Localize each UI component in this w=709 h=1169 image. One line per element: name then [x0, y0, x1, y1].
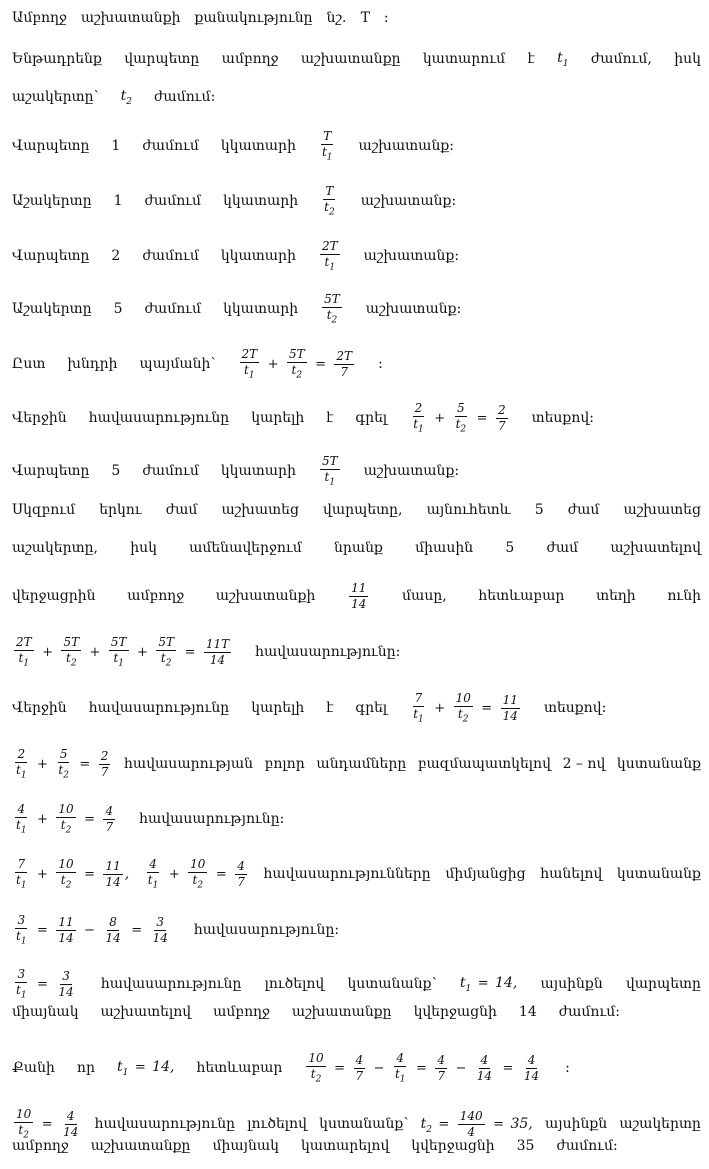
word: է: [527, 51, 535, 68]
word: հավասարությունը: [88, 700, 230, 717]
text-line: [12, 348, 701, 380]
word: T: [360, 10, 370, 26]
word: Վարպետը: [12, 138, 90, 155]
word: աշխատանք:: [360, 193, 457, 210]
word: Սկզբում: [12, 502, 76, 518]
word: հավասարության: [124, 756, 254, 773]
word: կկատարի: [220, 463, 296, 480]
math-equation: $\frac{7}{t_1}$ + $\frac{10}{t_2}$ = $\frac{11}{14}$ ,: [16, 857, 130, 890]
word: կատարելով: [300, 1138, 390, 1154]
math-expression: $\frac{5T}{t_1}$: [321, 454, 338, 487]
word: ժամում: [144, 193, 202, 210]
word: է: [326, 410, 334, 427]
word: տեղի: [596, 588, 636, 605]
word: կվերջացնի: [411, 1138, 495, 1154]
text-line: [12, 1138, 701, 1154]
word: այնուհետև: [426, 502, 511, 518]
word: ժամ: [546, 540, 579, 556]
word: 35: [516, 1138, 535, 1154]
word: 2 – ով: [562, 756, 606, 773]
word: Աշակերտը: [12, 301, 92, 318]
word: իսկ: [674, 51, 701, 68]
word: ժամ: [567, 502, 600, 518]
math-equation: $\frac{7}{t_1}$ + $\frac{10}{t_2}$ = $\frac{11}{14}$: [413, 691, 518, 724]
text-line: [12, 803, 701, 835]
math-equation: $\frac{2T}{t_1}$ + $\frac{5T}{t_2}$ = $\frac{2T}{7}$: [241, 347, 353, 380]
word: կստանանք՝: [319, 1116, 409, 1133]
math-equation: $t_2$ = $\frac{140}{4}$ = 35,: [420, 1109, 533, 1139]
word: 5: [505, 540, 515, 556]
math-equation: $\frac{3}{t_1}$ = $\frac{11}{14}$ − $\frac{8}{14}$ = $\frac{3}{14}$: [16, 913, 168, 946]
word: կատարում: [422, 51, 506, 68]
word: կստանանք: [616, 756, 701, 773]
word: մասը,: [402, 588, 447, 605]
word: Ենթադրենք: [12, 51, 102, 68]
word: է: [326, 700, 334, 717]
word: քանակությունը: [194, 10, 313, 26]
math-expression: $\frac{2T}{t_1}$: [321, 239, 338, 272]
word: վարպետը: [625, 976, 701, 993]
word: միայնակ: [12, 1004, 79, 1020]
word: աշխատեց: [221, 502, 299, 518]
text-line: [12, 914, 701, 946]
word: խնդրի: [67, 356, 118, 373]
word: ամբողջ: [12, 1138, 69, 1154]
word: աշխատանք:: [365, 301, 462, 318]
word: աշխատանքը: [90, 1138, 191, 1154]
word: հանելով: [540, 866, 603, 883]
word: 14: [518, 1004, 537, 1020]
text-line: [12, 748, 701, 780]
word: ժամում:: [558, 1004, 621, 1020]
word: հավասարությունները: [263, 866, 431, 883]
text-line: [12, 502, 701, 518]
text-line: [12, 1108, 701, 1140]
text-line: [12, 130, 701, 162]
word: այսինքն: [540, 976, 603, 993]
word: կկատարի: [223, 301, 299, 318]
word: 5: [534, 502, 544, 518]
math-equation: $\frac{2T}{t_1}$ + $\frac{5T}{t_2}$ + $\frac{5T}{t_1}$ + $\frac{5T}{t_2}$ = $\frac{11T}{14}$: [16, 635, 230, 668]
word: ժամում: [142, 463, 199, 480]
word: աշխատանքը: [300, 51, 401, 68]
word: 2: [111, 248, 121, 265]
word: նրանք: [333, 540, 383, 556]
word: Ըստ: [12, 356, 46, 373]
word: կստանանք՝: [347, 976, 437, 993]
text-line: [12, 185, 701, 217]
word: ամենավերջում: [189, 540, 302, 556]
word: կստանանք: [616, 866, 701, 883]
word: բազմապատկելով: [417, 756, 551, 773]
word: երկու: [99, 502, 142, 518]
text-line: [12, 540, 701, 556]
word: աշխատանքը: [291, 1004, 392, 1020]
math-equation: $\frac{2}{t_1}$ + $\frac{5}{t_2}$ = $\frac{2}{7}$: [413, 401, 506, 434]
math-t2: $t_2$: [120, 88, 133, 107]
word: Ամբողջ: [12, 10, 67, 26]
word: գրել: [355, 700, 388, 717]
math-equation: $t_1 = 14$,: [459, 974, 518, 994]
word: հավասարությունը: [88, 410, 230, 427]
word: որ: [76, 1060, 95, 1077]
text-line: [12, 692, 701, 724]
text-line: [12, 293, 701, 325]
word: Վերջին: [12, 700, 67, 717]
text-line: [12, 1004, 701, 1020]
word: անդամները: [316, 756, 407, 773]
math-expression: $\frac{5T}{t_2}$: [324, 292, 340, 325]
text-line: [12, 968, 701, 1000]
word: :: [383, 10, 389, 26]
text-line: [12, 582, 701, 610]
word: հավասարությունը:: [193, 922, 340, 939]
math-equation: $\frac{2}{t_1}$ + $\frac{5}{t_2}$ = $\frac{2}{7}$: [16, 747, 109, 780]
text-line: [12, 88, 701, 107]
math-equation: $t_1 = 14$,: [116, 1058, 175, 1078]
word: իսկ: [130, 540, 157, 556]
word: Վերջին: [12, 410, 67, 427]
word: ամբողջ: [127, 588, 185, 605]
word: հետևաբար: [478, 588, 565, 605]
word: հավասարությունը:: [255, 644, 401, 661]
word: հավասարությունը: [94, 1116, 236, 1133]
math-expression: $\frac{T}{t_1}$: [321, 129, 333, 162]
word: աշակերտը՝: [12, 89, 99, 106]
word: աշակերտը: [619, 1116, 701, 1133]
word: վարպետը: [124, 51, 200, 68]
word: տեսքով:: [531, 410, 594, 427]
word: լուծելով: [247, 1116, 307, 1133]
word: աշխատանքի: [80, 10, 181, 26]
word: պայմանի՝: [139, 356, 216, 373]
word: 1: [113, 193, 123, 210]
word: կկատարի: [220, 138, 296, 155]
word: ժամ: [165, 502, 198, 518]
word: բոլոր: [264, 756, 305, 773]
word: աշակերտը,: [12, 540, 98, 556]
word: աշխատեց: [623, 502, 701, 518]
text-line: [12, 455, 701, 487]
word: վարպետը,: [323, 502, 403, 518]
text-line: [12, 1052, 701, 1084]
text-line: [12, 50, 701, 69]
word: տեսքով:: [543, 700, 607, 717]
word: կվերջացնի: [413, 1004, 497, 1020]
word: աշխատանք:: [358, 138, 454, 155]
word: ժամում: [142, 138, 199, 155]
word: ժամում,: [590, 51, 652, 68]
word: այսինքն: [544, 1116, 608, 1133]
word: Քանի: [12, 1060, 55, 1077]
word: կարելի: [251, 700, 305, 717]
word: հավասարությունը: [100, 976, 242, 993]
word: :: [565, 1060, 570, 1077]
word: միայնակ: [212, 1138, 279, 1154]
word: հավասարությունը:: [139, 811, 285, 828]
math-equation: $\frac{4}{t_1}$ + $\frac{10}{t_2}$ = $\frac{4}{7}$: [147, 857, 245, 890]
word: միասին: [415, 540, 474, 556]
word: աշխատանք:: [363, 463, 460, 480]
word: ունի: [667, 588, 701, 605]
math-t1: $t_1$: [557, 50, 569, 69]
word: ամբողջ: [221, 51, 279, 68]
word: նշ․: [326, 10, 347, 26]
word: ժամում: [142, 248, 199, 265]
word: լուծելով: [264, 976, 325, 993]
word: ժամում:: [154, 89, 216, 106]
word: :: [378, 356, 383, 373]
text-line: [12, 402, 701, 434]
word: վերջացրին: [12, 588, 96, 605]
word: կկատարի: [223, 193, 299, 210]
word: 1: [111, 138, 121, 155]
word: ամբողջ: [213, 1004, 270, 1020]
word: աշխատելով: [610, 540, 701, 556]
math-equation: $\frac{3}{t_1}$ = $\frac{3}{14}$: [16, 967, 74, 1000]
word: աշխատելով: [100, 1004, 192, 1020]
word: գրել: [355, 410, 388, 427]
word: ժամում: [144, 301, 202, 318]
text-line: [12, 240, 701, 272]
math-equation: $\frac{4}{t_1}$ + $\frac{10}{t_2}$ = $\frac{4}{7}$: [16, 802, 114, 835]
text-line: [12, 858, 701, 890]
word: հետևաբար: [196, 1060, 283, 1077]
word: Վարպետը: [12, 248, 90, 265]
word: կարելի: [251, 410, 305, 427]
word: 5: [111, 463, 121, 480]
math-fraction: $\frac{11}{14}$: [351, 581, 367, 611]
word: ժամում:: [556, 1138, 618, 1154]
math-equation: $\frac{10}{t_2}$ = $\frac{4}{7}$ − $\frac{4}{t_1}$ = $\frac{4}{7}$ − $\frac{4}{14}$ = $\frac{4}{14}$: [308, 1051, 540, 1084]
text-line: [12, 636, 701, 668]
word: աշխատանքի: [215, 588, 316, 605]
word: Վարպետը: [12, 463, 90, 480]
word: կկատարի: [220, 248, 296, 265]
word: աշխատանք:: [363, 248, 460, 265]
math-expression: $\frac{T}{t_2}$: [324, 184, 335, 217]
word: Աշակերտը: [12, 193, 92, 210]
word: 5: [113, 301, 123, 318]
title-line: [12, 10, 701, 26]
word: միմյանցից: [445, 866, 526, 883]
math-equation: $\frac{10}{t_2}$ = $\frac{4}{14}$: [16, 1107, 79, 1140]
